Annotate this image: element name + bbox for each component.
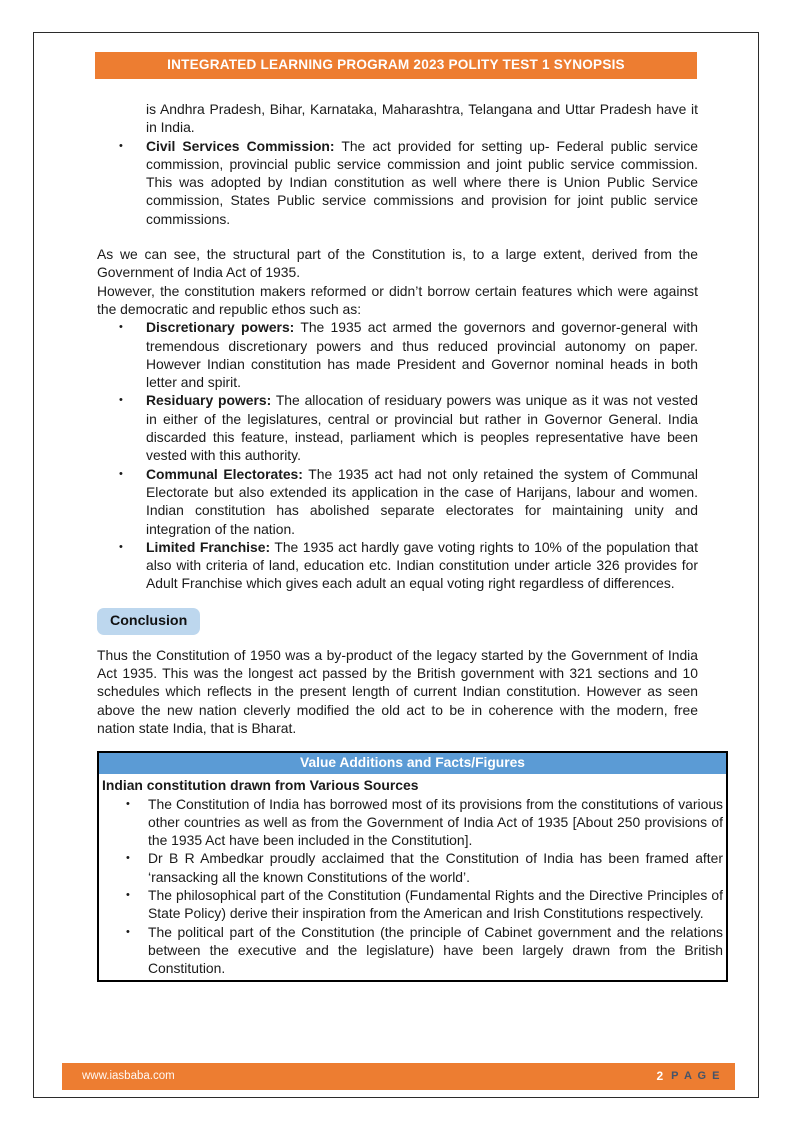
footer-bar [62, 1063, 735, 1090]
list-item-residuary-powers [97, 391, 698, 464]
bullet-icon: • [119, 540, 123, 553]
conclusion-badge: Conclusion [97, 608, 200, 635]
list-item-text [146, 391, 698, 464]
footer-page-indicator [656, 1067, 721, 1085]
bullet-icon: • [126, 852, 130, 865]
document-title: INTEGRATED LEARNING PROGRAM 2023 POLITY TEST 1 SYNOPSIS [167, 57, 625, 73]
list-item-limited-franchise [97, 538, 698, 593]
bullet-icon: • [119, 467, 123, 480]
list-item-borrowed-provisions [102, 795, 723, 850]
page-number: 2 [656, 1069, 664, 1084]
list-item-text [146, 465, 698, 538]
list-item-label: Civil Services Commission: [146, 137, 335, 154]
list-item-body: The allocation of residuary powers was unique as it was not vested in either of the legislatures, central or provincial but rather in Governor General. India discarded this feature, instead, parliament which is peoples representative have been vested with this authority. [146, 392, 698, 464]
list-item-philosophical-part [102, 886, 723, 923]
bullet-icon: • [119, 139, 123, 152]
list-item-text: The political part of the Constitution (the principle of Cabinet government and the relations between the executive and the legislature) have been largely drawn from the British Constitution. [148, 923, 723, 977]
bullet-icon: • [119, 394, 123, 407]
document-body [97, 100, 723, 982]
list-item-civil-services [97, 137, 698, 228]
value-box-title: Value Additions and Facts/Figures [99, 753, 726, 774]
conclusion-paragraph: Thus the Constitution of 1950 was a by-product of the legacy started by the Government of India Act 1935. This was the longest act passed by the British government with 321 sections and 10 schedules which reflects in the present length of current Indian constitution. However as seen above the new nation cleverly modified the old act to be in coherence with the modern, free nation state India, that is Bharat. [97, 646, 698, 736]
bullet-icon: • [126, 797, 130, 810]
bullet-icon: • [126, 888, 130, 901]
footer-website: www.iasbaba.com [82, 1070, 175, 1083]
header-banner [95, 52, 697, 79]
list-item-text: Dr B R Ambedkar proudly acclaimed that the Constitution of India has been framed after ‘ransacking all the known Constitutions of the world’. [148, 850, 723, 885]
list-item-body: The act provided for setting up- Federal public service commission, provincial public service commission and joint public service commission. This was adopted by Indian constitution as well where there is Union Public Service commission, States Public service commissions and provision for joint public service commissions. [146, 137, 698, 227]
list-item-body: The 1935 act armed the governors and governor-general with tremendous discretionary powers and thus reduced provincial autonomy on paper. However Indian constitution has made President and Governor nominal heads in both letter and spirit. [146, 319, 698, 391]
list-item-text: The Constitution of India has borrowed most of its provisions from the constitutions of various other countries as well as from the Government of India Act of 1935 [About 250 provisions of the 1935 Act have been included in the Constitution]. [148, 795, 723, 849]
paragraph-structural: As we can see, the structural part of the Constitution is, to a large extent, derived from the Government of India Act of 1935. [97, 246, 698, 281]
value-box-subheading: Indian constitution drawn from Various Sources [102, 777, 419, 794]
list-item-label: Communal Electorates: [146, 465, 303, 482]
list-item-body: The 1935 act had not only retained the system of Communal Electorate but also extended its application in the case of Harijans, labour and women. Indian constitution has abolished separate electorates for maintaining unity and integration of the nation. [146, 465, 698, 537]
value-box-body [99, 774, 726, 980]
list-item-text: The philosophical part of the Constitution (Fundamental Rights and the Directive Principles of State Policy) derive their inspiration from the American and Irish Constitutions respectively. [148, 886, 723, 922]
list-item-text [146, 318, 698, 391]
list-item-discretionary-powers [97, 318, 698, 391]
page-border [33, 32, 759, 1098]
list-item-communal-electorates [97, 465, 698, 538]
paragraph-however: However, the constitution makers reformed or didn’t borrow certain features which were against the democratic and republic ethos such as: [97, 282, 698, 317]
list-item-ambedkar-quote [102, 849, 723, 886]
list-item-text [146, 538, 698, 593]
list-item-text [146, 137, 698, 228]
bullet-icon: • [126, 925, 130, 938]
page-label: P A G E [671, 1070, 721, 1083]
value-additions-box [97, 751, 728, 982]
list-item-label: Discretionary powers: [146, 319, 295, 336]
opening-paragraph: is Andhra Pradesh, Bihar, Karnataka, Maharashtra, Telangana and Uttar Pradesh have it in India. [146, 101, 698, 136]
bullet-icon: • [119, 321, 123, 334]
list-item-label: Limited Franchise: [146, 538, 271, 555]
list-item-body: The 1935 act hardly gave voting rights to 10% of the population that also with criteria of land, education etc. Indian constitution under article 326 provides for Adult Franchise which gives each adult an equal voting right regardless of differences. [146, 538, 698, 592]
list-item-political-part [102, 923, 723, 978]
list-item-label: Residuary powers: [146, 392, 272, 409]
